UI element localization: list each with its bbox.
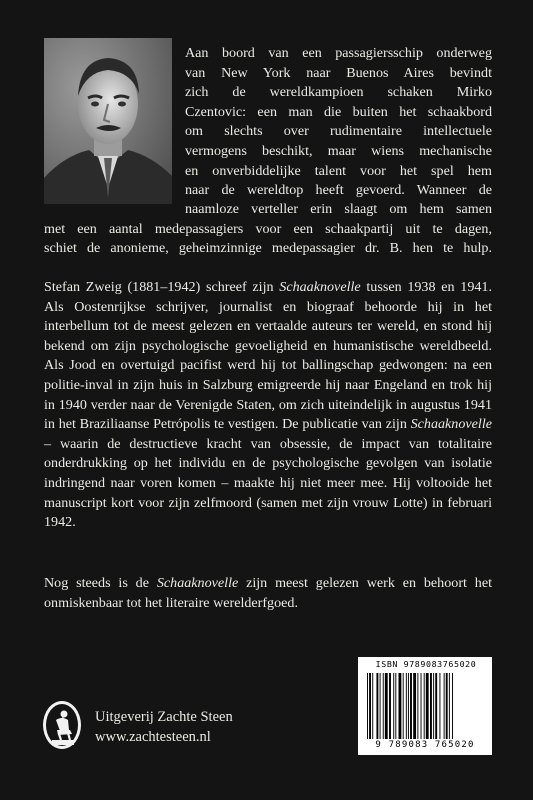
blurb-line: om slechts over rudimentaire intellectuele bbox=[185, 123, 492, 140]
blurb-paragraph-1-continued bbox=[44, 200, 492, 259]
blurb-paragraph-1 bbox=[185, 44, 492, 201]
barcode-bars bbox=[366, 673, 486, 739]
blurb-line: vermogens beschikt, maar wiens mechanische bbox=[185, 142, 492, 159]
closing-text: Nog steeds is de bbox=[44, 575, 157, 591]
isbn-digits: 9 789083 765020 bbox=[375, 740, 475, 750]
author-biography-paragraph bbox=[44, 278, 492, 533]
thinker-statue-icon bbox=[42, 700, 82, 750]
blurb-line: schiet de anonieme, geheimzinnige medepassagier dr. B. hen te hulp. bbox=[44, 240, 492, 257]
blurb-line: naamloze verteller erin slaagt om hem samen bbox=[185, 201, 492, 217]
publisher-name: Uitgeverij Zachte Steen bbox=[95, 709, 233, 725]
blurb-line: zich de wereldkampioen schaken Mirko bbox=[185, 84, 492, 101]
bio-text: Stefan Zweig (1881–1942) schreef zijn bbox=[44, 279, 280, 295]
author-photo bbox=[44, 38, 172, 204]
closing-text: zijn meest gelezen werk en behoort het onmiskenbaar tot het literaire werelderfgoed. bbox=[44, 575, 493, 611]
portrait-photo-icon bbox=[44, 38, 172, 204]
isbn-label: ISBN 9789083765020 bbox=[375, 659, 477, 669]
bio-text: tussen 1938 en 1941. Als Oostenrijkse schrijver, journalist en biograaf behoorde hij in het interbellum tot de meest gelezen en vertaalde auteurs ter wereld, en stond hij bekend om zijn psychologische gevoeligheid en humanistische wereldbeeld. Als Jood en overtuigd pacifist werd hij tot ballingschap gedwongen: na een politie-inval in zijn huis in Salzburg emigreerde hij naar Engeland en trok hij in 1940 verder naar de Verenigde Staten, om zich uiteindelijk in augustus 1941 in het Braziliaanse Petrópolis te vestigen. De publicatie van zijn bbox=[44, 279, 492, 433]
blurb-line: en onverbiddelijke talent voor het spel hem bbox=[185, 162, 492, 179]
book-title: Schaaknovelle bbox=[410, 416, 492, 433]
blurb-line: Aan boord van een passagiersschip onderweg bbox=[185, 45, 492, 61]
book-title: Schaaknovelle bbox=[156, 575, 239, 591]
bio-text: – waarin de destructieve kracht van obsessie, de impact van totalitaire onderdrukking op het individu en de psychologische gevolgen van isolatie indringend naar voren komen – maakte hij niet meer mee. Hij voltooide het manuscript kort voor zijn zelfmoord (samen met zijn vrouw Lotte) in februari 1942. bbox=[44, 435, 492, 531]
blurb-line: naar de wereldtop heeft gevoerd. Wanneer de bbox=[185, 182, 492, 199]
book-title: Schaaknovelle bbox=[279, 279, 361, 295]
publisher-url: www.zachtesteen.nl bbox=[95, 729, 211, 745]
blurb-line: van New York naar Buenos Aires bevindt bbox=[185, 64, 492, 81]
blurb-line: Czentovic: een man die buiten het schaakbord bbox=[185, 103, 492, 120]
closing-paragraph bbox=[44, 574, 492, 613]
blurb-line: met een aantal medepassagiers voor een schaakpartij uit te dagen, bbox=[44, 220, 492, 237]
